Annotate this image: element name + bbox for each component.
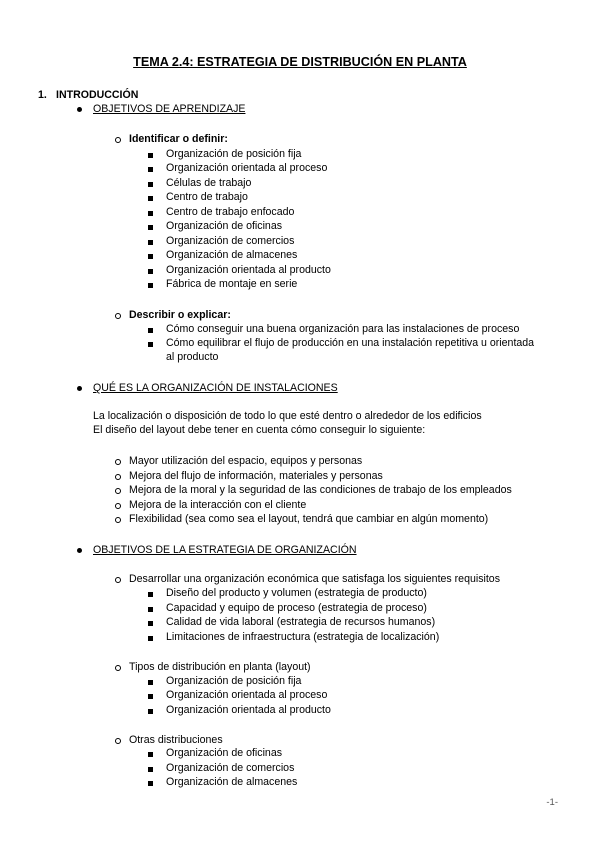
page-title: TEMA 2.4: ESTRATEGIA DE DISTRIBUCIÓN EN PLANTA	[133, 55, 467, 69]
list-item: Organización orientada al proceso	[166, 162, 328, 174]
ring-bullet-icon	[115, 665, 121, 671]
section-number: 1.	[38, 89, 47, 101]
bullet-dot-icon	[77, 386, 82, 391]
que-es-heading: QUÉ ES LA ORGANIZACIÓN DE INSTALACIONES	[93, 382, 338, 394]
square-bullet-icon	[148, 153, 153, 158]
square-bullet-icon	[148, 752, 153, 757]
square-bullet-icon	[148, 196, 153, 201]
list-item: Células de trabajo	[166, 177, 252, 189]
square-bullet-icon	[148, 240, 153, 245]
bullet-dot-icon	[77, 548, 82, 553]
ring-bullet-icon	[115, 503, 121, 509]
ring-bullet-icon	[115, 517, 121, 523]
objetivos-heading: OBJETIVOS DE APRENDIZAJE	[93, 103, 246, 115]
list-item: Organización de almacenes	[166, 249, 298, 261]
square-bullet-icon	[148, 636, 153, 641]
list-item: Centro de trabajo enfocado	[166, 206, 295, 218]
list-item: Organización de almacenes	[166, 776, 298, 788]
list-item: Cómo conseguir una buena organización para las instalaciones de proceso	[166, 323, 520, 335]
list-item: Organización de posición fija	[166, 148, 302, 160]
list-item: Mejora del flujo de información, materiales y personas	[129, 470, 383, 482]
ring-bullet-icon	[115, 577, 121, 583]
list-item: Organización de oficinas	[166, 220, 283, 232]
list-item: Organización orientada al proceso	[166, 689, 328, 701]
list-item: Centro de trabajo	[166, 191, 248, 203]
list-item: Diseño del producto y volumen (estrategia de producto)	[166, 587, 427, 599]
ring-bullet-icon	[115, 313, 121, 319]
paragraph-line: El diseño del layout debe tener en cuenta cómo conseguir lo siguiente:	[93, 424, 426, 436]
square-bullet-icon	[148, 225, 153, 230]
square-bullet-icon	[148, 607, 153, 612]
square-bullet-icon	[148, 342, 153, 347]
desarrollar-label: Desarrollar una organización económica que satisfaga los siguientes requisitos	[129, 573, 500, 585]
describir-label: Describir o explicar:	[129, 309, 231, 321]
square-bullet-icon	[148, 269, 153, 274]
square-bullet-icon	[148, 709, 153, 714]
list-item: Organización orientada al producto	[166, 264, 331, 276]
list-item: Mejora de la interacción con el cliente	[129, 499, 307, 511]
list-item: Cómo equilibrar el flujo de producción en una instalación repetitiva u orientada	[166, 337, 535, 349]
square-bullet-icon	[148, 254, 153, 259]
list-item: Organización orientada al producto	[166, 704, 331, 716]
ring-bullet-icon	[115, 474, 121, 480]
square-bullet-icon	[148, 621, 153, 626]
list-item: Mejora de la moral y la seguridad de las condiciones de trabajo de los empleados	[129, 484, 512, 496]
square-bullet-icon	[148, 781, 153, 786]
list-item: Flexibilidad (sea como sea el layout, tendrá que cambiar en algún momento)	[129, 513, 489, 525]
ring-bullet-icon	[115, 459, 121, 465]
list-item: Organización de comercios	[166, 235, 295, 247]
tipos-label: Tipos de distribución en planta (layout)	[129, 661, 311, 673]
list-item: Capacidad y equipo de proceso (estrategia de proceso)	[166, 602, 427, 614]
square-bullet-icon	[148, 592, 153, 597]
identificar-label: Identificar o definir:	[129, 133, 228, 145]
ring-bullet-icon	[115, 738, 121, 744]
ring-bullet-icon	[115, 137, 121, 143]
estrategia-heading: OBJETIVOS DE LA ESTRATEGIA DE ORGANIZACIÓN	[93, 544, 357, 556]
list-item: Organización de posición fija	[166, 675, 302, 687]
list-item: Organización de oficinas	[166, 747, 283, 759]
square-bullet-icon	[148, 182, 153, 187]
section-heading: INTRODUCCIÓN	[56, 89, 139, 101]
square-bullet-icon	[148, 283, 153, 288]
ring-bullet-icon	[115, 488, 121, 494]
list-item: Limitaciones de infraestructura (estrategia de localización)	[166, 631, 440, 643]
square-bullet-icon	[148, 328, 153, 333]
list-item: Organización de comercios	[166, 762, 295, 774]
bullet-dot-icon	[77, 107, 82, 112]
list-item: Calidad de vida laboral (estrategia de recursos humanos)	[166, 616, 436, 628]
square-bullet-icon	[148, 167, 153, 172]
list-item: Mayor utilización del espacio, equipos y personas	[129, 455, 363, 467]
page-number: -1-	[546, 797, 558, 808]
list-item: Fábrica de montaje en serie	[166, 278, 298, 290]
paragraph-line: La localización o disposición de todo lo que esté dentro o alrededor de los edificios	[93, 410, 482, 422]
list-item-continuation: al producto	[166, 351, 219, 363]
square-bullet-icon	[148, 767, 153, 772]
square-bullet-icon	[148, 680, 153, 685]
otras-label: Otras distribuciones	[129, 734, 223, 746]
square-bullet-icon	[148, 694, 153, 699]
square-bullet-icon	[148, 211, 153, 216]
